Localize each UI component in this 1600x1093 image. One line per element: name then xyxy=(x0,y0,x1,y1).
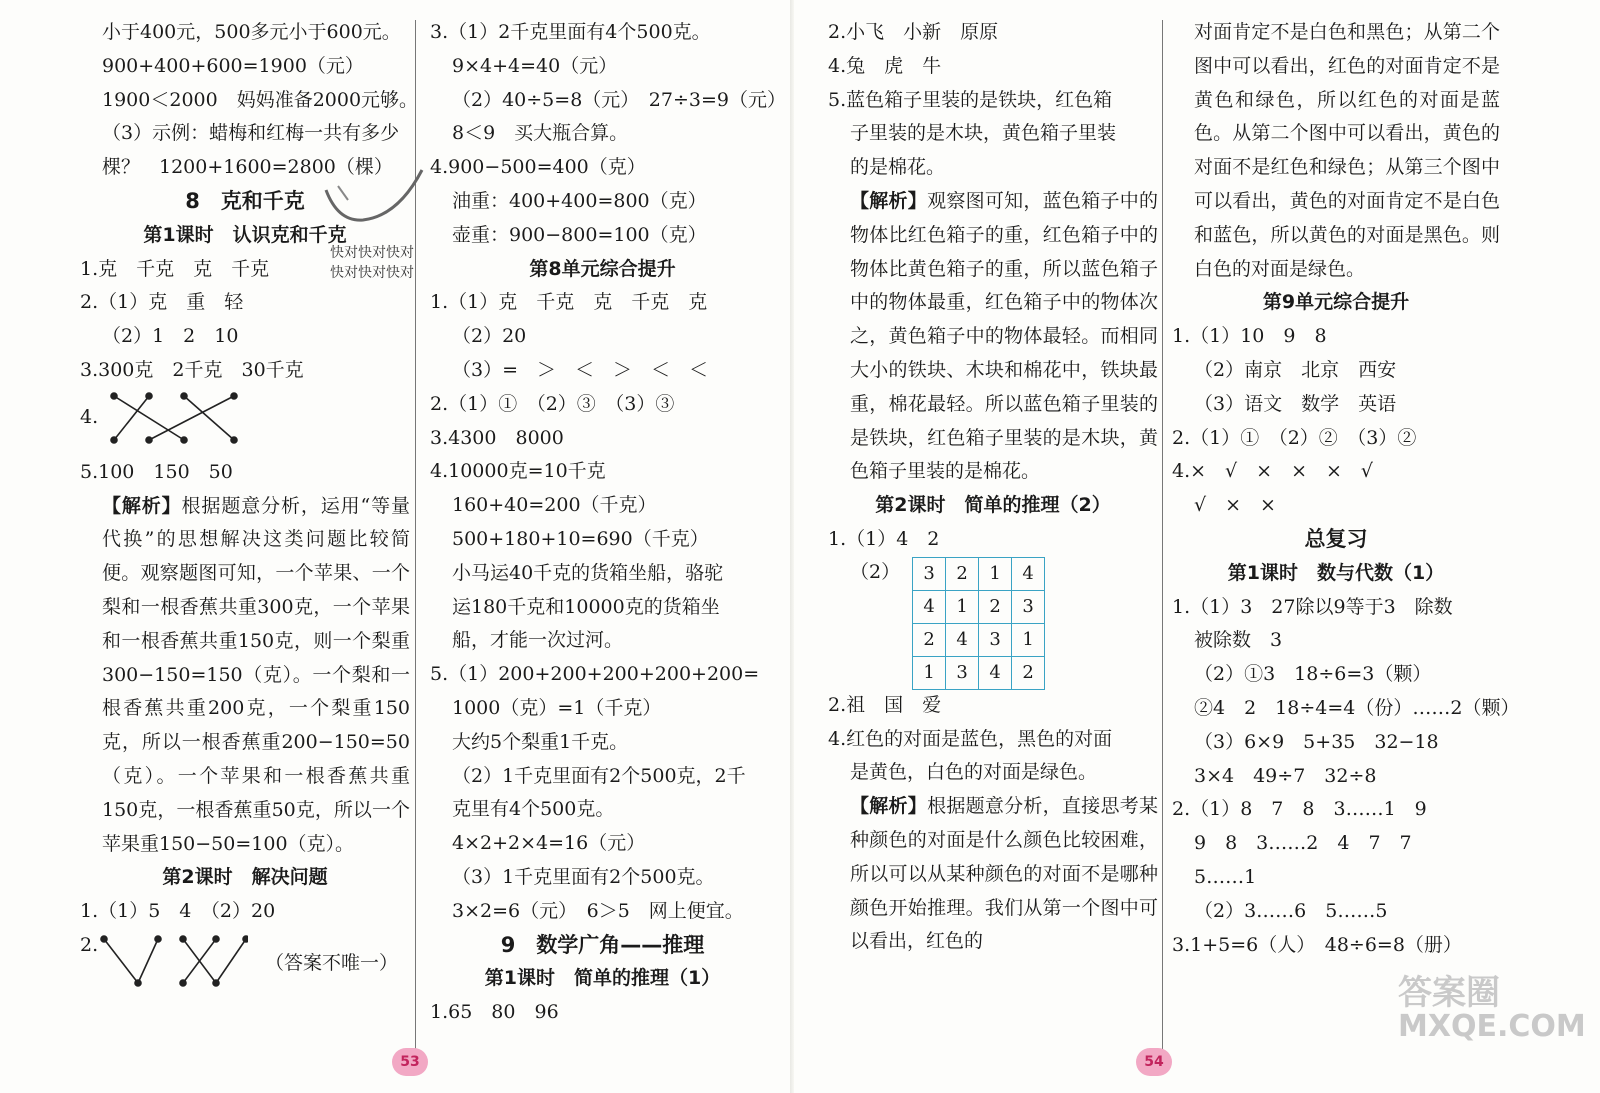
answer-line: 4.兔 虎 牛 xyxy=(828,54,942,77)
page-gutter xyxy=(790,0,794,1093)
answer-line: （2）1千克里面有2个500克，2千 xyxy=(452,764,746,787)
text-line: 1900＜2000 妈妈准备2000元够。 xyxy=(102,88,419,111)
analysis-paragraph xyxy=(80,490,410,862)
answer-line: 2.小飞 小新 原原 xyxy=(828,21,999,43)
grid-answer xyxy=(828,557,1158,689)
answer-line: 3.1+5=6（人） 48÷6=8（册） xyxy=(1172,933,1462,956)
watermark-logo xyxy=(1398,975,1586,1043)
unit-title: 9 数学广角——推理 xyxy=(500,932,705,957)
analysis-paragraph xyxy=(828,790,1158,959)
answer-line: 500+180+10=690（千克） xyxy=(452,527,709,550)
section-title: 第9单元综合提升 xyxy=(1262,291,1410,314)
answer-line: 5.（1）200+200+200+200+200= xyxy=(430,663,760,686)
grid-cell: 2 xyxy=(979,590,1012,623)
answer-line: 1.（1）5 4 （2）20 xyxy=(80,900,276,923)
page-number-right: 54 xyxy=(1136,1048,1172,1076)
answer-line: 子里装的是木块，黄色箱子里装 xyxy=(850,122,1117,145)
answer-line: 8＜9 买大瓶合算。 xyxy=(452,122,629,145)
answer-line: 克里有4个500克。 xyxy=(452,798,615,821)
column-divider xyxy=(1162,20,1163,1060)
text-line: 棵？ 1200+1600=2800（棵） xyxy=(102,156,393,179)
column-3 xyxy=(828,16,1158,959)
answer-line: 1.（1）10 9 8 xyxy=(1172,325,1327,348)
grid-cell: 2 xyxy=(913,623,946,656)
answer-line: 小马运40千克的货箱坐船，骆驼 xyxy=(452,561,724,584)
matching-answer xyxy=(80,929,410,989)
grid-cell: 2 xyxy=(1012,656,1045,689)
section-title: 总复习 xyxy=(1304,526,1368,551)
answer-line: （3）1千克里面有2个500克。 xyxy=(452,865,715,888)
analysis-tag: 【解析】 xyxy=(850,795,928,818)
answer-line: 4.900−500=400（克） xyxy=(430,156,646,179)
column-2 xyxy=(430,16,786,1030)
answer-label: （2） xyxy=(850,560,901,583)
matching-lines-diagram xyxy=(98,935,248,987)
lesson-title: 第2课时 解决问题 xyxy=(162,866,328,889)
answer-line: 壶重：900−800=100（克） xyxy=(452,223,707,246)
answer-line: 9 8 3……2 4 7 7 xyxy=(1194,832,1412,855)
column-4 xyxy=(1172,16,1520,962)
answer-line: 2.（1）克 重 轻 xyxy=(80,291,244,314)
grid-cell: 3 xyxy=(913,557,946,590)
grid-cell: 1 xyxy=(913,656,946,689)
answer-line: 4×2+2×4=16（元） xyxy=(452,832,646,855)
answer-line: 3×4 49÷7 32÷8 xyxy=(1194,764,1377,787)
answer-line: 1000（克）=1（千克） xyxy=(452,696,662,719)
grid-row xyxy=(913,623,1045,656)
answer-line: （2）20 xyxy=(452,325,527,348)
answer-line: （2）①3 18÷6=3（颗） xyxy=(1194,663,1432,686)
answer-line: 2.（1）8 7 8 3……1 9 xyxy=(1172,798,1427,821)
grid-cell: 4 xyxy=(1012,557,1045,590)
matching-answer xyxy=(80,388,410,456)
answer-line: 船，才能一次过河。 xyxy=(452,629,624,652)
grid-cell: 3 xyxy=(946,656,979,689)
lesson-title: 第1课时 数与代数（1） xyxy=(1227,561,1445,584)
answer-line: 160+40=200（千克） xyxy=(452,494,657,517)
answer-line: （2）40÷5=8（元） 27÷3=9（元） xyxy=(452,88,786,111)
analysis-tag: 【解析】 xyxy=(102,494,182,517)
answer-line: 9×4+4=40（元） xyxy=(452,54,618,77)
answer-line: 是黄色，白色的对面是绿色。 xyxy=(850,761,1098,784)
grid-row xyxy=(913,557,1045,590)
answer-line: 4.红色的对面是蓝色，黑色的对面 xyxy=(828,727,1113,750)
answer-line: 1.（1）3 27除以9等于3 除数 xyxy=(1172,595,1453,618)
answer-line: 3.300克 2千克 30千克 xyxy=(80,358,304,381)
answer-line: （3）= ＞ ＜ ＞ ＜ ＜ xyxy=(452,358,709,381)
grid-cell: 1 xyxy=(979,557,1012,590)
answer-line: 1.克 千克 克 千克 xyxy=(80,257,270,280)
page-number-left: 53 xyxy=(392,1048,428,1076)
answer-line: 5……1 xyxy=(1194,865,1257,888)
analysis-continuation: 对面肯定不是白色和黑色；从第二个图中可以看出，红色的对面肯定不是黄色和绿色，所以红色的对面是蓝色。从第二个图中可以看出，黄色的对面不是红色和绿色；从第三个图中可以看出，黄色的对面肯定不是白色和蓝色，所以黄色的对面是黑色。则白色的对面是绿色。 xyxy=(1194,21,1500,280)
answer-line: 3.4300 8000 xyxy=(430,426,564,449)
question-number: 2. xyxy=(80,933,99,956)
watermark-url: MXQE.COM xyxy=(1398,1009,1586,1044)
answer-line: 2.祖 国 爱 xyxy=(828,693,942,716)
watermark-text: 答案圈 xyxy=(1398,973,1500,1013)
answer-line: 3.（1）2千克里面有4个500克。 xyxy=(430,21,711,43)
answer-line: （2）1 2 10 xyxy=(102,325,239,348)
answer-line: 5.蓝色箱子里装的是铁块，红色箱 xyxy=(828,88,1113,111)
answer-line: （2）南京 北京 西安 xyxy=(1194,358,1397,381)
answer-line: 运180千克和10000克的货箱坐 xyxy=(452,595,720,618)
answer-line: 4.× √ × × × √ xyxy=(1172,460,1374,483)
stamp-line: 快对快对快对 xyxy=(330,245,414,261)
answer-line: 大约5个梨重1千克。 xyxy=(452,730,629,753)
answer-line: （3）语文 数学 英语 xyxy=(1194,392,1397,415)
section-title: 第8单元综合提升 xyxy=(529,257,676,280)
text-line: 小于400元，500多元小于600元。 xyxy=(102,21,401,43)
lesson-title: 第1课时 认识克和千克 xyxy=(143,223,347,246)
grid-cell: 4 xyxy=(946,623,979,656)
check-mark-icon xyxy=(318,160,428,230)
grid-row xyxy=(913,656,1045,689)
answer-line: 3×2=6（元） 6＞5 网上便宜。 xyxy=(452,899,744,922)
answer-line: ②4 2 18÷4=4（份）……2（颗） xyxy=(1194,696,1520,719)
stamp-text xyxy=(330,243,414,283)
grid-cell: 3 xyxy=(1012,590,1045,623)
answer-line: 油重：400+400=800（克） xyxy=(452,189,707,212)
lesson-title: 第1课时 简单的推理（1） xyxy=(484,967,721,990)
analysis-paragraph xyxy=(828,185,1158,489)
analysis-tag: 【解析】 xyxy=(850,189,928,212)
answer-line: （3）6×9 5+35 32−18 xyxy=(1194,730,1439,753)
text-line: （3）示例：蜡梅和红梅一共有多少 xyxy=(102,122,400,145)
grid-cell: 1 xyxy=(946,590,979,623)
grid-cell: 4 xyxy=(913,590,946,623)
matching-lines-diagram xyxy=(104,388,264,448)
analysis-text: 观察图可知，蓝色箱子中的物体比红色箱子的重，红色箱子中的物体比黄色箱子的重，所以蓝色箱子中的物体最重，红色箱子中的物体次之，黄色箱子中的物体最轻。而相同大小的铁块、木块和棉花中，铁块最重，棉花最轻。所以蓝色箱子里装的是铁块，红色箱子里装的是木块，黄色箱子里装的是棉花。 xyxy=(850,189,1158,483)
answer-line: （2）3……6 5……5 xyxy=(1194,899,1388,922)
grid-row xyxy=(913,590,1045,623)
answer-line: 4.10000克=10千克 xyxy=(430,460,606,483)
answer-line: 2.（1）① （2）② （3）② xyxy=(1172,426,1417,449)
answer-line: 1.（1）4 2 xyxy=(828,527,940,550)
text-line: 900+400+600=1900（元） xyxy=(102,54,364,77)
grid-cell: 2 xyxy=(946,557,979,590)
grid-cell: 3 xyxy=(979,623,1012,656)
stamp-line: 快对快对快对 xyxy=(330,265,414,281)
answer-line: 2.（1）① （2）③ （3）③ xyxy=(430,392,675,415)
analysis-text: 根据题意分析，运用“等量代换”的思想解决这类问题比较简便。观察题图可知，一个苹果、一个梨和一根香蕉共重300克，一个苹果和一根香蕉共重150克，则一个梨重300−150=150（克）。一个梨和一根香蕉共重200克，一个梨重150克，所以一根香蕉重200−150=50（克）。一个苹果和一根香蕉共重150克，一根香蕉重50克，所以一个苹果重150−50=100（克）。 xyxy=(102,494,410,855)
sudoku-grid xyxy=(912,557,1045,690)
answer-note: （答案不唯一） xyxy=(265,951,399,974)
answer-line: 被除数 3 xyxy=(1194,629,1283,652)
analysis-text: 根据题意分析，直接思考某种颜色的对面是什么颜色比较困难，所以可以从某种颜色的对面不是哪种颜色开始推理。我们从第一个图中可以看出，红色的 xyxy=(850,795,1158,953)
unit-title: 8 克和千克 xyxy=(185,188,305,213)
answer-line: 5.100 150 50 xyxy=(80,460,233,483)
grid-cell: 4 xyxy=(979,656,1012,689)
answer-line: √ × × xyxy=(1194,494,1276,517)
answer-line: 的是棉花。 xyxy=(850,156,946,179)
lesson-title: 第2课时 简单的推理（2） xyxy=(875,494,1111,517)
answer-line: 1.（1）克 千克 克 千克 克 xyxy=(430,291,708,314)
question-number: 4. xyxy=(80,405,99,428)
grid-cell: 1 xyxy=(1012,623,1045,656)
answer-line: 1.65 80 96 xyxy=(430,1001,559,1024)
